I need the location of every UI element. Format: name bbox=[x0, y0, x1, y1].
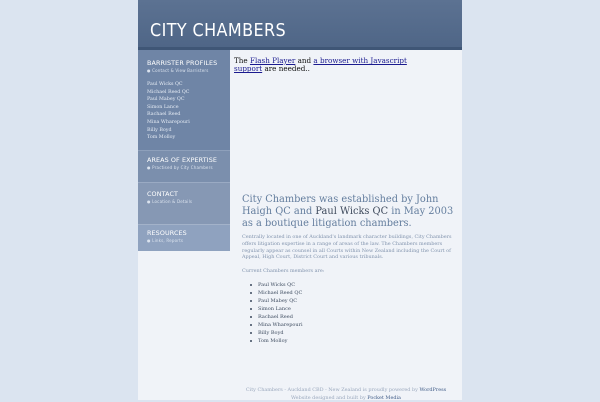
sidebar-item-barrister[interactable]: Billy Boyd bbox=[147, 127, 172, 133]
intro-heading bbox=[242, 194, 457, 231]
browser-javascript-link[interactable]: a browser with Javascript support bbox=[234, 56, 407, 74]
intro-paragraph: Centrally located in one of Auckland's landmark character buildings, City Chambers offers litigation expertise in a range of areas of the law. The Chambers members regularly appear as counsel in all Courts within New Zealand including the Court of Appeal, High Court, District Court and various tribunals. bbox=[242, 234, 452, 261]
flash-message-prefix: The bbox=[234, 56, 250, 65]
sidebar-item-barrister[interactable]: Tom Molloy bbox=[147, 135, 176, 141]
intro-text-start: City Chambers was established by John Haigh QC and bbox=[242, 194, 439, 218]
member-list-item: Michael Reed QC bbox=[250, 289, 303, 297]
flash-required-message bbox=[234, 57, 424, 74]
sidebar-item-barrister[interactable]: Michael Reed QC bbox=[147, 89, 190, 95]
footer-credit-text: City Chambers - Auckland CBD - New Zealand is proudly powered by bbox=[245, 387, 420, 393]
flash-player-link[interactable]: Flash Player bbox=[249, 56, 296, 65]
member-list-item: Tom Molloy bbox=[250, 337, 303, 345]
sidebar-subheading-resources: ● Links, Reports bbox=[147, 238, 184, 243]
sidebar-heading-barrister-profiles[interactable]: BARRISTER PROFILES bbox=[147, 59, 218, 67]
barrister-list bbox=[147, 81, 190, 142]
main-content bbox=[230, 50, 462, 400]
sidebar-subheading-barrister-profiles: ● Contact & View Barristers bbox=[147, 68, 209, 73]
members-list bbox=[250, 281, 303, 345]
sidebar-subheading-areas-of-expertise: ● Practised by City Chambers bbox=[147, 165, 213, 170]
flash-message-suffix: are needed.. bbox=[262, 64, 310, 74]
sidebar-item-barrister[interactable]: Rachael Reed bbox=[147, 112, 181, 118]
member-list-item: Paul Mabey QC bbox=[250, 297, 303, 305]
footer-design-text: Website designed and built by bbox=[291, 395, 368, 401]
sidebar bbox=[138, 50, 230, 250]
intro-text-end: in May 2003 as a boutique litigation chambers. bbox=[242, 206, 454, 230]
site-header bbox=[138, 0, 462, 50]
pocket-media-link[interactable]: Pocket Media bbox=[367, 395, 401, 401]
site-title[interactable]: CITY CHAMBERS bbox=[150, 19, 287, 41]
member-list-item: Rachael Reed bbox=[250, 313, 303, 321]
members-label: Current Chambers members are: bbox=[242, 268, 325, 274]
sidebar-item-barrister[interactable]: Simon Lance bbox=[147, 104, 179, 110]
member-list-item: Billy Boyd bbox=[250, 329, 303, 337]
page-container bbox=[138, 0, 462, 400]
wordpress-link[interactable]: WordPress bbox=[419, 387, 447, 393]
flash-message-middle: and bbox=[295, 56, 314, 65]
sidebar-block-resources[interactable] bbox=[138, 224, 230, 251]
sidebar-heading-areas-of-expertise[interactable]: AREAS OF EXPERTISE bbox=[147, 156, 218, 164]
sidebar-block-contact[interactable] bbox=[138, 182, 230, 225]
footer-line-2 bbox=[230, 394, 462, 402]
member-list-item: Mina Wharepouri bbox=[250, 321, 303, 329]
sidebar-item-barrister[interactable]: Mina Wharepouri bbox=[147, 119, 190, 125]
footer-line-1 bbox=[230, 386, 462, 394]
sidebar-heading-contact[interactable]: CONTACT bbox=[147, 190, 179, 198]
sidebar-item-barrister[interactable]: Paul Mabey QC bbox=[147, 97, 185, 103]
member-list-item: Simon Lance bbox=[250, 305, 303, 313]
member-list-item: Paul Wicks QC bbox=[250, 281, 303, 289]
sidebar-subheading-contact: ● Location & Details bbox=[147, 199, 193, 204]
intro-person-link[interactable]: Paul Wicks QC bbox=[315, 206, 389, 218]
sidebar-heading-resources[interactable]: RESOURCES bbox=[147, 229, 187, 237]
sidebar-block-barrister-profiles bbox=[138, 50, 230, 150]
sidebar-item-barrister[interactable]: Paul Wicks QC bbox=[147, 82, 183, 87]
sidebar-block-areas-of-expertise[interactable] bbox=[138, 150, 230, 183]
